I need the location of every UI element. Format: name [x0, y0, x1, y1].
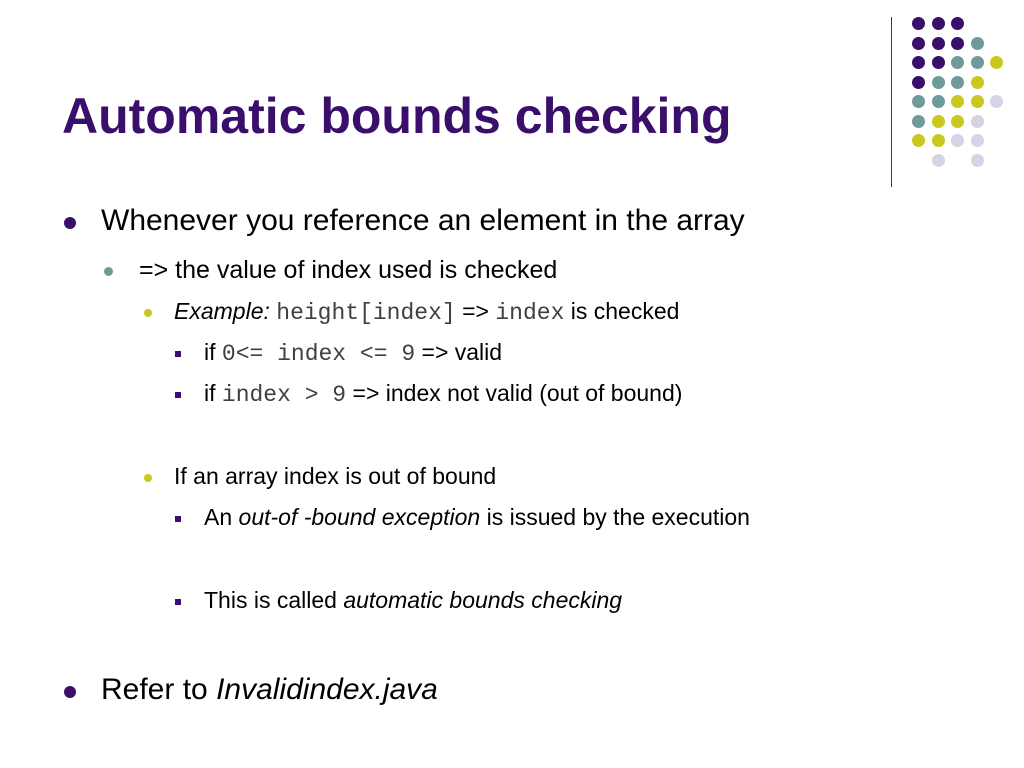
bullet-text: => the value of index used is checked	[139, 256, 558, 284]
decor-dot	[932, 56, 945, 69]
bullet-dot-icon	[104, 267, 113, 276]
example-label: Example:	[174, 298, 270, 324]
decor-dot	[912, 56, 925, 69]
code-index: index	[495, 300, 565, 326]
decor-dot	[912, 115, 925, 128]
bullet-square-icon	[175, 351, 181, 357]
decor-dot	[990, 56, 1003, 69]
bullet-text: Whenever you reference an element in the array	[101, 204, 745, 237]
decor-dot	[951, 76, 964, 89]
bullet-dot-icon	[64, 217, 76, 229]
code-invalid-range: index > 9	[221, 382, 347, 408]
decor-dot	[932, 154, 945, 167]
bullet-prefix: An	[204, 504, 233, 530]
decor-dot	[951, 56, 964, 69]
decor-dot	[912, 76, 925, 89]
decor-dot	[932, 76, 945, 89]
bullet-invalid-condition	[204, 380, 682, 410]
decor-dot	[951, 95, 964, 108]
bullet-text: If an array index is out of bound	[174, 463, 497, 489]
bullet-prefix: if	[204, 380, 216, 406]
decor-dot	[951, 134, 964, 147]
decor-dot	[932, 17, 945, 30]
decor-dot	[971, 134, 984, 147]
bullet-example	[174, 298, 679, 328]
bullet-valid-condition	[204, 339, 502, 369]
bullet-prefix: This is called	[204, 587, 337, 613]
bounds-checking-term: automatic bounds checking	[343, 587, 623, 613]
decor-dot	[912, 134, 925, 147]
bullet-dot-icon	[144, 474, 152, 482]
bullet-text: => valid	[421, 339, 503, 365]
decor-dot	[912, 37, 925, 50]
exception-term: out-of -bound exception	[238, 504, 481, 530]
decor-dot	[971, 37, 984, 50]
slide-title: Automatic bounds checking	[62, 88, 732, 144]
bullet-called	[204, 587, 622, 615]
bullet-square-icon	[175, 516, 181, 522]
bullet-dot-icon	[144, 309, 152, 317]
decor-dot	[971, 95, 984, 108]
bullet-dot-icon	[64, 686, 76, 698]
decor-dot	[932, 134, 945, 147]
title-divider-line	[891, 17, 892, 187]
decor-dot	[971, 115, 984, 128]
bullet-text: is checked	[570, 298, 680, 324]
bullet-exception	[204, 504, 750, 532]
bullet-square-icon	[175, 392, 181, 398]
bullet-prefix: if	[204, 339, 216, 365]
bullet-refer	[101, 672, 438, 708]
bullet-index-checked	[139, 255, 557, 285]
bullet-reference-element	[101, 203, 745, 239]
filename: Invalidindex.java	[216, 673, 438, 706]
decor-dot	[932, 37, 945, 50]
bullet-text: => index not valid (out of bound)	[352, 380, 683, 406]
bullet-prefix: Refer to	[101, 673, 208, 706]
decor-dot	[912, 17, 925, 30]
code-height-index: height[index]	[276, 300, 456, 326]
decor-dot	[912, 95, 925, 108]
decor-dot	[951, 17, 964, 30]
decor-dot	[971, 56, 984, 69]
bullet-out-of-bound	[174, 463, 496, 491]
decor-dot	[932, 115, 945, 128]
code-valid-range: 0<= index <= 9	[221, 341, 416, 367]
bullet-text: is issued by the execution	[486, 504, 750, 530]
bullet-square-icon	[175, 599, 181, 605]
decor-dot	[971, 76, 984, 89]
decor-dot	[990, 95, 1003, 108]
arrow-text: =>	[462, 298, 489, 324]
decor-dot	[951, 37, 964, 50]
decor-dot	[932, 95, 945, 108]
decor-dot	[951, 115, 964, 128]
decor-dot	[971, 154, 984, 167]
